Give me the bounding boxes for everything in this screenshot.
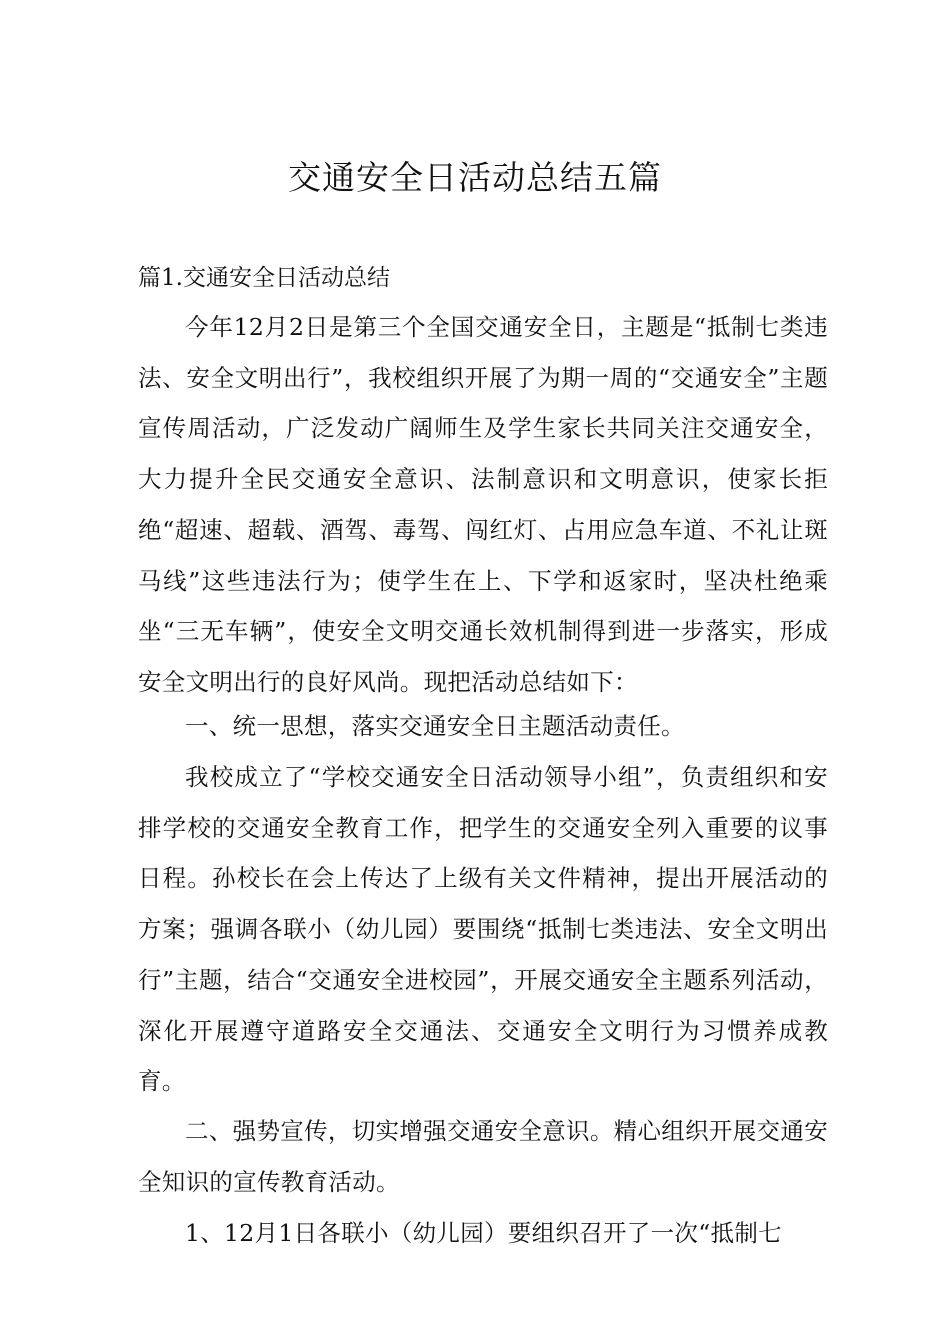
paragraph-intro: 今年12月2日是第三个全国交通安全日，主题是“抵制七类违法、安全文明出行”，我校组织开展了为期一周的“交通安全”主题宣传周活动，广泛发动广阔师生及学生家长共同关注交通安全，大力提升全民交通安全意识、法制意识和文明意识，使家长拒绝“超速、超载、酒驾、毒驾、闯红灯、占用应急车道、不礼让斑马线”这些违法行为；使学生在上、下学和返家时，坚决杜绝乘坐“三无车辆”，使安全文明交通长效机制得到进一步落实，形成安全文明出行的良好风尚。现把活动总结如下： (138, 313, 828, 696)
paragraph-leadership-group: 我校成立了“学校交通安全日活动领导小组”，负责组织和安排学校的交通安全教育工作，把学生的交通安全列入重要的议事日程。孙校长在会上传达了上级有关文件精神，提出开展活动的方案；强调各联小（幼儿园）要围绕“抵制七类违法、安全文明出行”主题，结合“交通安全进校园”，开展交通安全主题系列活动，深化开展遵守道路安全交通法、交通安全文明行为习惯养成教育。 (138, 763, 828, 1096)
document-title: 交通安全日活动总结五篇 (288, 158, 662, 197)
section-heading: 篇1.交通安全日活动总结 (138, 265, 390, 291)
paragraph-item-one: 1、12月1日各联小（幼儿园）要组织召开了一次“抵制七 (185, 1219, 782, 1247)
paragraph-point-two-heading: 二、强势宣传，切实增强交通安全意识。精心组织开展交通安全知识的宣传教育活动。 (138, 1117, 828, 1196)
paragraph-point-one-heading: 一、统一思想，落实交通安全日主题活动责任。 (185, 712, 685, 740)
